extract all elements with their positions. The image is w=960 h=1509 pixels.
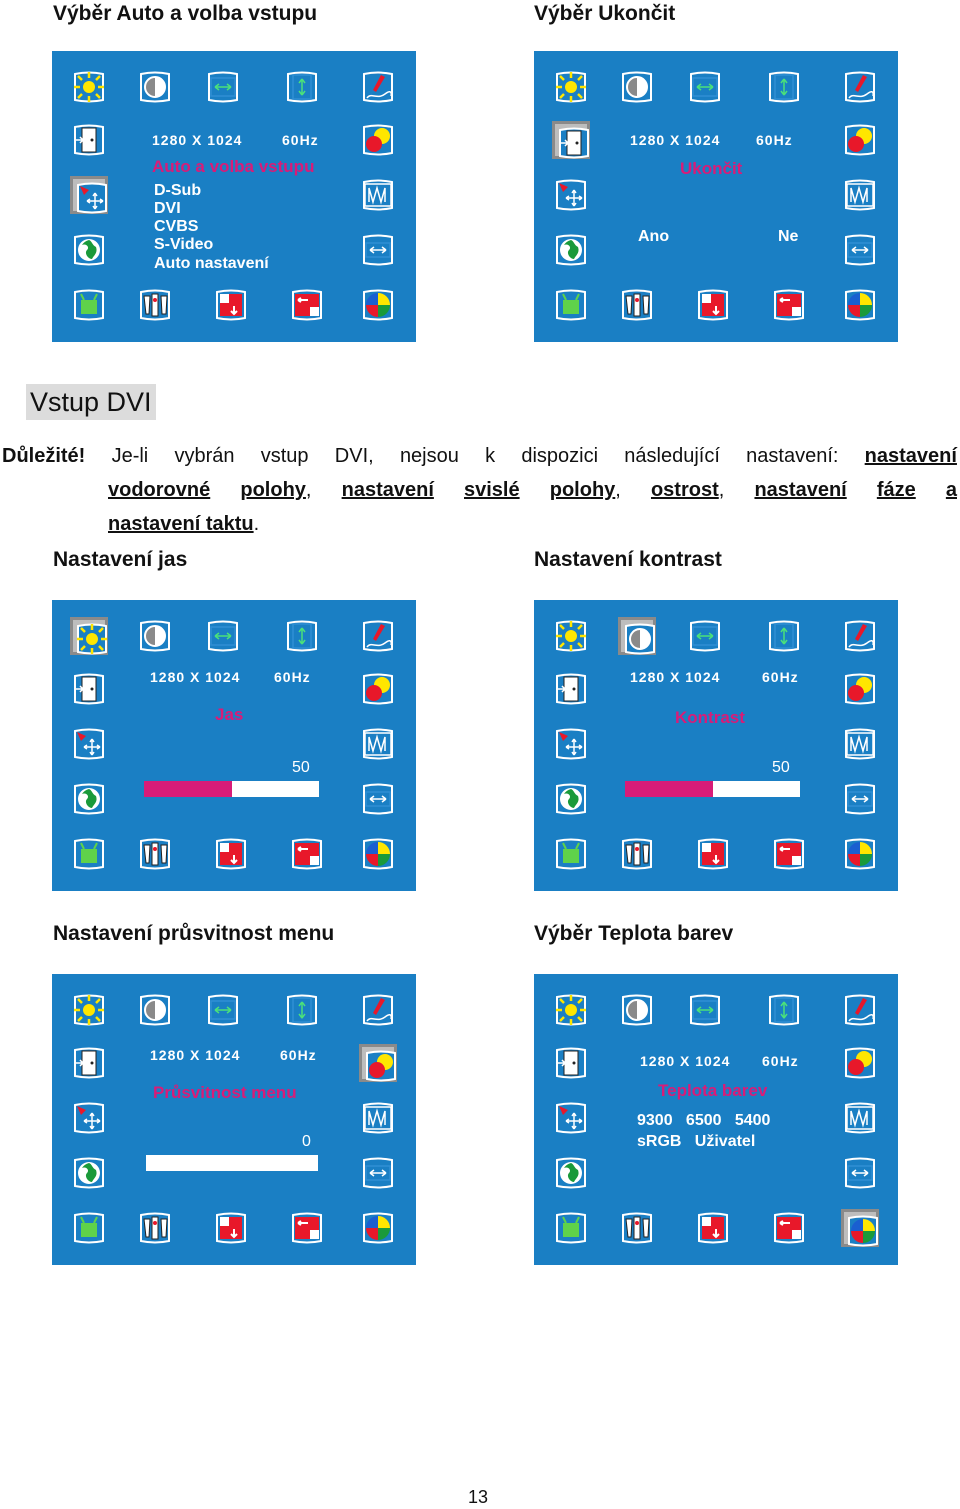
factory-reset-icon[interactable] [694,286,732,324]
h-position-icon[interactable] [686,991,724,1029]
phase-icon[interactable] [841,176,879,214]
clock-icon[interactable] [841,780,879,818]
information-icon[interactable] [136,1209,174,1247]
factory-reset-icon[interactable] [694,1209,732,1247]
osd-setting-icon[interactable] [552,286,590,324]
language-icon[interactable] [70,231,108,269]
factory-reset-icon[interactable] [212,835,250,873]
osd-screen-brightness [52,600,416,891]
osd-screen-color-temperature [534,974,898,1265]
note-word: fáze [876,479,916,501]
note-word: vodorovné [108,479,211,501]
v-position-icon[interactable] [283,68,321,106]
factory-reset-icon[interactable] [212,286,250,324]
note-word: nejsou [399,445,459,467]
osd-resolution: 1280 X 1024 [630,669,721,685]
osd-setting-icon[interactable] [70,286,108,324]
osd-exit-yes[interactable]: Ano [638,228,670,245]
transparency-icon[interactable] [841,121,879,159]
exit-icon[interactable] [552,1044,590,1082]
phase-icon[interactable] [359,1099,397,1137]
contrast-icon[interactable] [136,991,174,1029]
osd-screen-exit [534,51,898,342]
v-position-icon[interactable] [283,617,321,655]
note-word: vstup [260,445,309,467]
sharpness-icon[interactable] [841,991,879,1029]
note-word: následující [624,445,720,467]
h-position-icon[interactable] [204,68,242,106]
osd-resolution: 1280 X 1024 [630,132,721,148]
brightness-icon[interactable] [70,617,108,655]
osd-setting-icon[interactable] [70,1209,108,1247]
note-word: polohy, [549,479,621,501]
brightness-icon[interactable] [70,991,108,1029]
exit-icon[interactable] [70,1044,108,1082]
color-temperature-icon[interactable] [841,286,879,324]
osd-option-dsub[interactable]: D-Sub [154,182,202,199]
color-temperature-icon[interactable] [359,286,397,324]
contrast-slider[interactable] [625,781,800,797]
contrast-icon[interactable] [618,617,656,655]
color-temperature-icon[interactable] [359,835,397,873]
reset-icon[interactable] [288,286,326,324]
phase-icon[interactable] [841,725,879,763]
transparency-icon[interactable] [841,670,879,708]
caption-transparency: Nastavení průsvitnost menu [53,922,335,945]
osd-exit-no[interactable]: Ne [778,228,799,245]
information-icon[interactable] [618,1209,656,1247]
reset-icon[interactable] [288,835,326,873]
osd-menu-title: Jas [215,705,244,724]
clock-icon[interactable] [841,231,879,269]
osd-screen-transparency [52,974,416,1265]
note-word: nastavení [754,479,847,501]
information-icon[interactable] [618,286,656,324]
osd-refresh-rate: 60Hz [274,669,311,685]
transparency-slider[interactable] [146,1155,318,1171]
osd-option-cvbs[interactable]: CVBS [154,218,199,235]
osd-setting-icon[interactable] [70,835,108,873]
phase-icon[interactable] [359,176,397,214]
note-line-2 [2,473,957,507]
note-word: svislé [464,479,520,501]
setting-link: nastavení [864,445,957,467]
osd-refresh-rate: 60Hz [762,669,799,685]
sharpness-icon[interactable] [841,617,879,655]
caption-exit: Výběr Ukončit [534,2,676,25]
osd-contrast-value: 50 [772,759,790,776]
color-temperature-icon[interactable] [841,835,879,873]
exit-icon[interactable] [70,670,108,708]
clock-icon[interactable] [359,780,397,818]
osd-resolution: 1280 X 1024 [152,132,243,148]
setting-clock-link: nastavení taktu [108,513,254,535]
brightness-icon[interactable] [552,617,590,655]
osd-resolution: 1280 X 1024 [150,1047,241,1063]
reset-icon[interactable] [770,1209,808,1247]
osd-resolution: 1280 X 1024 [150,669,241,685]
slider-fill [625,781,713,797]
note-word: nastavení: [746,445,839,467]
osd-menu-title: Ukončit [680,159,743,178]
input-select-icon[interactable] [552,1099,590,1137]
h-position-icon[interactable] [686,617,724,655]
note-word: vybrán [174,445,235,467]
osd-screen-auto-input [52,51,416,342]
h-position-icon[interactable] [204,617,242,655]
slider-fill [144,781,232,797]
clock-icon[interactable] [841,1154,879,1192]
information-icon[interactable] [136,286,174,324]
input-select-icon[interactable] [70,1099,108,1137]
color-temperature-icon[interactable] [841,1209,879,1247]
factory-reset-icon[interactable] [212,1209,250,1247]
contrast-icon[interactable] [136,68,174,106]
osd-setting-icon[interactable] [552,1209,590,1247]
note-word: nastavení [341,479,434,501]
osd-transparency-value: 0 [302,1133,311,1150]
osd-screen-contrast [534,600,898,891]
phase-icon[interactable] [841,1099,879,1137]
v-position-icon[interactable] [765,991,803,1029]
osd-refresh-rate: 60Hz [756,132,793,148]
note-line-3 [2,507,957,541]
note-label: Důležité! [2,445,86,467]
osd-option-svideo[interactable]: S-Video [154,236,214,253]
note-word: a [945,479,957,501]
osd-menu-title: Průsvitnost menu [153,1083,297,1102]
sharpness-icon[interactable] [359,991,397,1029]
osd-refresh-rate: 60Hz [762,1053,799,1069]
caption-contrast: Nastavení kontrast [534,548,722,571]
clock-icon[interactable] [359,231,397,269]
caption-auto-input: Výběr Auto a volba vstupu [53,2,318,25]
v-position-icon[interactable] [765,617,803,655]
color-temperature-icon[interactable] [359,1209,397,1247]
note-period: . [253,513,260,535]
reset-icon[interactable] [770,835,808,873]
page-number: 13 [468,1487,489,1507]
transparency-icon[interactable] [359,1044,397,1082]
osd-menu-title: Kontrast [675,708,745,727]
phase-icon[interactable] [359,725,397,763]
transparency-icon[interactable] [359,121,397,159]
contrast-icon[interactable] [136,617,174,655]
note-word: polohy, [240,479,312,501]
note-word: Je-li [111,445,149,467]
sharpness-icon[interactable] [359,617,397,655]
language-icon[interactable] [552,1154,590,1192]
reset-icon[interactable] [770,286,808,324]
language-icon[interactable] [552,231,590,269]
brightness-icon[interactable] [552,68,590,106]
section-title: Vstup DVI [26,384,156,420]
factory-reset-icon[interactable] [694,835,732,873]
exit-icon[interactable] [552,121,590,159]
brightness-icon[interactable] [70,68,108,106]
language-icon[interactable] [552,780,590,818]
contrast-icon[interactable] [618,991,656,1029]
note-word: ostrost, [650,479,725,501]
osd-refresh-rate: 60Hz [280,1047,317,1063]
osd-color-options-row2[interactable]: sRGB Uživatel [637,1133,756,1150]
osd-option-auto-adjust[interactable]: Auto nastavení [154,255,269,272]
caption-color-temperature: Výběr Teplota barev [534,922,734,945]
caption-brightness: Nastavení jas [53,548,188,571]
osd-refresh-rate: 60Hz [282,132,319,148]
note-word: k [485,445,496,467]
clock-icon[interactable] [359,1154,397,1192]
h-position-icon[interactable] [686,68,724,106]
language-icon[interactable] [70,1154,108,1192]
osd-color-options-row1[interactable]: 9300 6500 5400 [637,1112,771,1129]
input-select-icon[interactable] [552,725,590,763]
input-select-icon[interactable] [70,725,108,763]
information-icon[interactable] [618,835,656,873]
note-word: DVI, [334,445,374,467]
v-position-icon[interactable] [283,991,321,1029]
input-select-icon[interactable] [552,176,590,214]
sharpness-icon[interactable] [841,68,879,106]
input-select-icon[interactable] [70,176,108,214]
transparency-icon[interactable] [359,670,397,708]
osd-menu-title: Teplota barev [658,1081,768,1100]
osd-setting-icon[interactable] [552,835,590,873]
h-position-icon[interactable] [204,991,242,1029]
contrast-icon[interactable] [618,68,656,106]
note-word: dispozici [521,445,599,467]
exit-icon[interactable] [552,670,590,708]
transparency-icon[interactable] [841,1044,879,1082]
exit-icon[interactable] [70,121,108,159]
information-icon[interactable] [136,835,174,873]
brightness-icon[interactable] [552,991,590,1029]
language-icon[interactable] [70,780,108,818]
osd-menu-title: Auto a volba vstupu [152,157,315,176]
v-position-icon[interactable] [765,68,803,106]
reset-icon[interactable] [288,1209,326,1247]
note-line-1 [2,439,957,473]
osd-resolution: 1280 X 1024 [640,1053,731,1069]
sharpness-icon[interactable] [359,68,397,106]
osd-option-dvi[interactable]: DVI [154,200,181,217]
osd-brightness-value: 50 [292,759,310,776]
important-note [2,439,957,541]
brightness-slider[interactable] [144,781,319,797]
